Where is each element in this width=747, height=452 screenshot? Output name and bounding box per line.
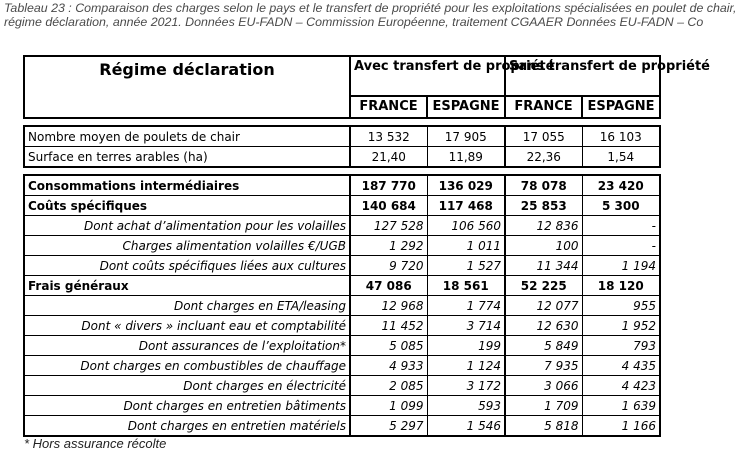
row-label: Coûts spécifiques: [24, 196, 350, 216]
table-row: [24, 196, 660, 216]
row-label: Dont charges en entretien bâtiments: [24, 396, 350, 416]
cell-value: 117 468: [427, 196, 505, 216]
cell-value: 4 423: [582, 376, 660, 396]
row-label: Consommations intermédiaires: [24, 175, 350, 196]
cell-value: 4 435: [582, 356, 660, 376]
cell-value: 1 166: [582, 416, 660, 437]
table-row: [24, 376, 660, 396]
cell-value: 5 300: [582, 196, 660, 216]
row-label: Surface en terres arables (ha): [24, 147, 350, 168]
table-row: [24, 216, 660, 236]
cell-value: 11,89: [427, 147, 505, 168]
cell-value: 1 639: [582, 396, 660, 416]
cell-value: 593: [427, 396, 505, 416]
table-row: [24, 296, 660, 316]
row-label: Charges alimentation volailles €/UGB: [24, 236, 350, 256]
cell-value: 5 085: [350, 336, 427, 356]
cell-value: 17 905: [427, 126, 505, 147]
row-label: Dont charges en électricité: [24, 376, 350, 396]
column-header-france-avec: FRANCE: [350, 96, 427, 118]
table-row: [24, 396, 660, 416]
cell-value: 9 720: [350, 256, 427, 276]
cell-value: 23 420: [582, 175, 660, 196]
cell-value: 16 103: [582, 126, 660, 147]
cell-value: -: [582, 216, 660, 236]
charges-comparison-table: [23, 55, 711, 437]
row-label: Dont charges en entretien matériels: [24, 416, 350, 437]
cell-value: 22,36: [505, 147, 582, 168]
table-row: [24, 175, 660, 196]
cell-value: 18 120: [582, 276, 660, 296]
cell-value: 3 066: [505, 376, 582, 396]
cell-value: 12 836: [505, 216, 582, 236]
table-row: [24, 147, 660, 168]
cell-value: 47 086: [350, 276, 427, 296]
row-label: Dont assurances de l’exploitation*: [24, 336, 350, 356]
row-label: Frais généraux: [24, 276, 350, 296]
cell-value: 21,40: [350, 147, 427, 168]
row-label: Dont « divers » incluant eau et comptabilité: [24, 316, 350, 336]
cell-value: 1 709: [505, 396, 582, 416]
cell-value: 11 344: [505, 256, 582, 276]
table-row: [24, 356, 660, 376]
row-label: Dont achat d’alimentation pour les volailles: [24, 216, 350, 236]
cell-value: 78 078: [505, 175, 582, 196]
table-title: Régime déclaration: [24, 56, 350, 118]
table-row: [24, 256, 660, 276]
table-row: [24, 276, 660, 296]
cell-value: 5 818: [505, 416, 582, 437]
group-header-sans-transfert: Sans transfert de propriété: [505, 56, 660, 96]
cell-value: 199: [427, 336, 505, 356]
cell-value: 13 532: [350, 126, 427, 147]
cell-value: 2 085: [350, 376, 427, 396]
footnote: * Hors assurance récolte: [24, 436, 167, 451]
cell-value: 4 933: [350, 356, 427, 376]
cell-value: 3 172: [427, 376, 505, 396]
cell-value: 1 952: [582, 316, 660, 336]
cell-value: 12 077: [505, 296, 582, 316]
cell-value: 1 124: [427, 356, 505, 376]
cell-value: 1 292: [350, 236, 427, 256]
cell-value: 1 011: [427, 236, 505, 256]
cell-value: 25 853: [505, 196, 582, 216]
table-row: [24, 336, 660, 356]
table-row: [24, 416, 660, 437]
cell-value: 12 630: [505, 316, 582, 336]
cell-value: 11 452: [350, 316, 427, 336]
cell-value: 140 684: [350, 196, 427, 216]
cell-value: 17 055: [505, 126, 582, 147]
cell-value: 1,54: [582, 147, 660, 168]
cell-value: 1 774: [427, 296, 505, 316]
cell-value: -: [582, 236, 660, 256]
cell-value: 12 968: [350, 296, 427, 316]
cell-value: 18 561: [427, 276, 505, 296]
cell-value: 1 546: [427, 416, 505, 437]
cell-value: 187 770: [350, 175, 427, 196]
cell-value: 3 714: [427, 316, 505, 336]
column-header-espagne-avec: ESPAGNE: [427, 96, 505, 118]
cell-value: 793: [582, 336, 660, 356]
table-row: [24, 236, 660, 256]
cell-value: 1 194: [582, 256, 660, 276]
column-header-espagne-sans: ESPAGNE: [582, 96, 660, 118]
table-row: [24, 316, 660, 336]
table-row: [24, 126, 660, 147]
row-label: Dont charges en combustibles de chauffage: [24, 356, 350, 376]
cell-value: 52 225: [505, 276, 582, 296]
row-label: Nombre moyen de poulets de chair: [24, 126, 350, 147]
cell-value: 136 029: [427, 175, 505, 196]
row-label: Dont charges en ETA/leasing: [24, 296, 350, 316]
cell-value: 106 560: [427, 216, 505, 236]
cell-value: 955: [582, 296, 660, 316]
cell-value: 1 099: [350, 396, 427, 416]
cell-value: 5 297: [350, 416, 427, 437]
column-header-france-sans: FRANCE: [505, 96, 582, 118]
cell-value: 1 527: [427, 256, 505, 276]
group-header-avec-transfert: Avec transfert de propriété: [350, 56, 505, 96]
cell-value: 127 528: [350, 216, 427, 236]
table-caption: Tableau 23 : Comparaison des charges selon le pays et le transfert de propriété pour les exploitations spécialisées en poulet de chair, régime déclaration, année 2021. Données EU-FADN – Commission Européenne, traitement CGAAER Données EU-FADN – Co: [4, 1, 737, 29]
cell-value: 7 935: [505, 356, 582, 376]
cell-value: 5 849: [505, 336, 582, 356]
row-label: Dont coûts spécifiques liées aux cultures: [24, 256, 350, 276]
cell-value: 100: [505, 236, 582, 256]
